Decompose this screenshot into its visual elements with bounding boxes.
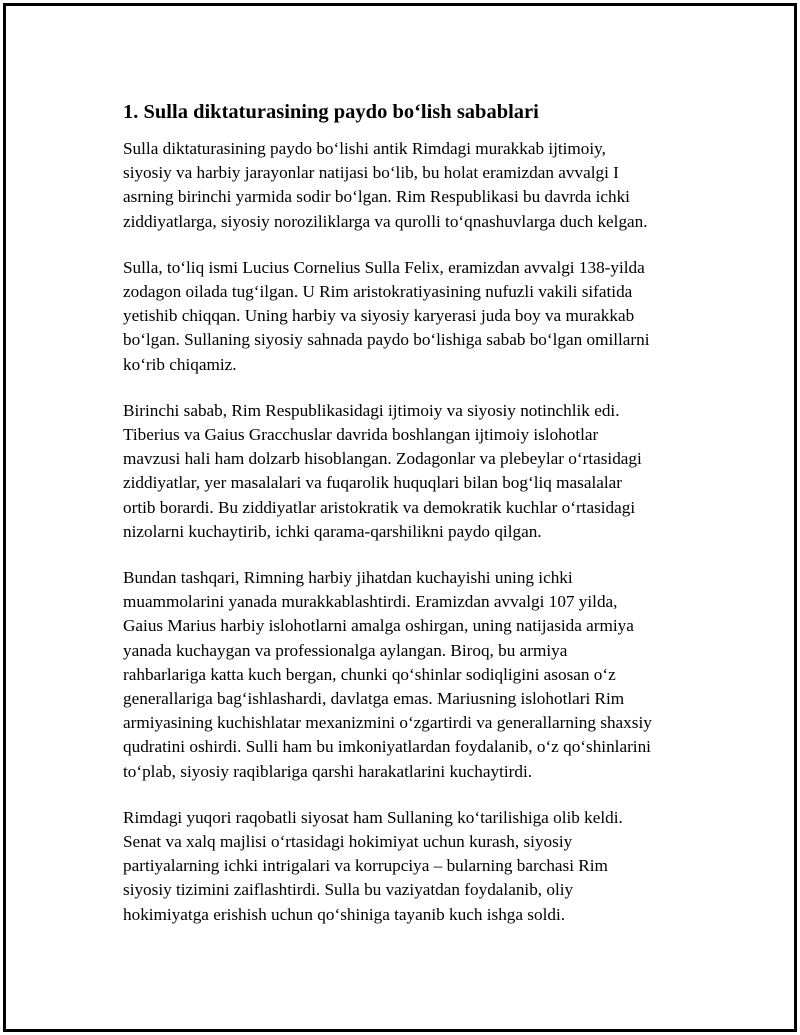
paragraph-3: Birinchi sabab, Rim Respublikasidagi ijtimoiy va siyosiy notinchlik edi. Tiberius va Gaius Gracchuslar davrida boshlangan ijtimoiy islohotlar mavzusi hali ham dolzarb hisoblangan. Zodagonlar va plebeylar o‘rtasidagi ziddiyatlar, yer masalalari va fuqarolik huquqlari bilan bog‘liq masalalar ortib borardi. Bu ziddiyatlar aristokratik va demokratik kuchlar o‘rtasidagi nizolarni kuchaytirib, ichki qarama-qarshilikni paydo qilgan. bbox=[123, 400, 642, 541]
paragraph-5: Rimdagi yuqori raqobatli siyosat ham Sullaning ko‘tarilishiga olib keldi. Senat va xalq majlisi o‘rtasidagi hokimiyat uchun kurash, siyosiy partiyalarning ichki intrigalari va korrupciya – bularning barchasi Rim siyosiy tizimini zaiflashtirdi. Sulla bu vaziyatdan foydalanib, oliy hokimiyatga erishish uchun qo‘shiniga tayanib kuch ishga soldi. bbox=[123, 807, 623, 924]
paragraph-1: Sulla diktaturasining paydo bo‘lishi antik Rimdagi murakkab ijtimoiy, siyosiy va harbiy jarayonlar natijasi bo‘lib, bu holat eramizdan avvalgi I asrning birinchi yarmida sodir bo‘lgan. Rim Respublikasi bu davrda ichki ziddiyatlarga, siyosiy noroziliklarga va qurolli to‘qnashuvlarga duch kelgan. bbox=[123, 139, 648, 231]
section-heading: 1. Sulla diktaturasining paydo bo‘lish sabablari bbox=[123, 101, 539, 123]
paragraph-2: Sulla, to‘liq ismi Lucius Cornelius Sulla Felix, eramizdan avvalgi 138-yilda zodagon oilada tug‘ilgan. U Rim aristokratiyasining nufuzli vakili sifatida yetishib chiqqan. Uning harbiy va siyosiy karyerasi juda boy va murakkab bo‘lgan. Sullaning siyosiy sahnada paydo bo‘lishiga sabab bo‘lgan omillarni ko‘rib chiqamiz. bbox=[123, 257, 650, 374]
document-body bbox=[123, 98, 693, 949]
paragraph-4: Bundan tashqari, Rimning harbiy jihatdan kuchayishi uning ichki muammolarini yanada murakkablashtirdi. Eramizdan avvalgi 107 yilda, Gaius Marius harbiy islohotlarni amalga oshirgan, uning natijasida armiya yanada kuchaygan va professionalga aylangan. Biroq, bu armiya rahbarlariga katta kuch bergan, chunki qo‘shinlar sodiqligini asosan o‘z generallariga bag‘ishlashardi, davlatga emas. Mariusning islohotlari Rim armiyasining kuchishlatar mexanizmini o‘zgartirdi va generallarning shaxsiy qudratini oshirdi. Sulli ham bu imkoniyatlardan foydalanib, o‘z qo‘shinlarini to‘plab, siyosiy raqiblariga qarshi harakatlarini kuchaytirdi. bbox=[123, 568, 652, 781]
page-frame bbox=[3, 3, 797, 1032]
